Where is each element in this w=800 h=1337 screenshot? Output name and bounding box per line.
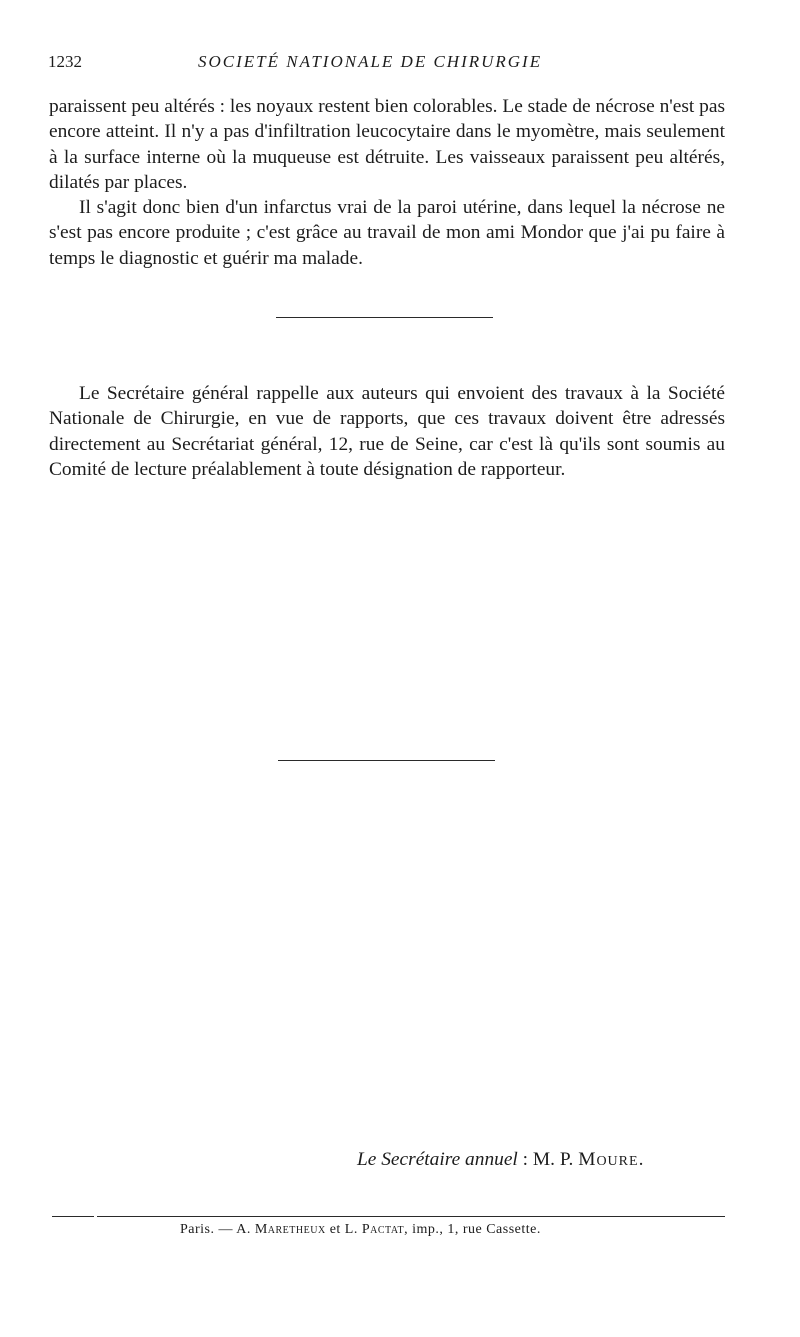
signature-title: Le Secrétaire annuel: [357, 1149, 518, 1170]
footer-rule: [52, 1216, 94, 1217]
imprint-city: Paris. — A.: [180, 1222, 255, 1237]
secretary-notice: Le Secrétaire général rappelle aux auteurs qui envoient des travaux à la Société Nationale de Chirurgie, en vue de rapports, que ces travaux doivent être adressés directement au Secrétariat général, 12, rue de Seine, car c'est là qu'ils sont soumis au Comité de lecture préalablement à toute désignation de rapporteur.: [49, 383, 725, 480]
printer-imprint: [180, 1222, 541, 1238]
page-number: 1232: [48, 52, 82, 71]
signature-line: [357, 1149, 643, 1171]
body-paragraph-2: Il s'agit donc bien d'un infarctus vrai de la paroi utérine, dans lequel la nécrose ne s'est pas encore produite ; c'est grâce au travail de mon ami Mondor que j'ai pu faire à temps le diagnostic et guérir ma malade.: [49, 197, 725, 269]
running-title: SOCIETÉ NATIONALE DE CHIRURGIE: [198, 52, 543, 71]
section-divider: [276, 317, 493, 318]
signature-surname: Moure: [578, 1149, 639, 1170]
imprint-address: , imp., 1, rue Cassette.: [404, 1222, 541, 1237]
signature-separator: :: [517, 1149, 533, 1170]
imprint-printer-2: Pactat: [361, 1222, 405, 1237]
imprint-printer-1: Maretheux: [254, 1222, 326, 1237]
section-divider: [278, 760, 495, 761]
footer-rule: [97, 1216, 725, 1217]
signature-name-prefix: M. P.: [532, 1149, 579, 1170]
body-paragraph-1: paraissent peu altérés : les noyaux restent bien colorables. Le stade de nécrose n'est pas encore atteint. Il n'y a pas d'infiltration leucocytaire dans le myomètre, mais seulement à la surface interne où la muqueuse est détruite. Les vaisseaux paraissent peu altérés, dilatés par places.: [49, 96, 725, 193]
imprint-conjunction: et L.: [325, 1222, 362, 1237]
signature-period: .: [638, 1149, 644, 1170]
page-header: [48, 52, 728, 74]
